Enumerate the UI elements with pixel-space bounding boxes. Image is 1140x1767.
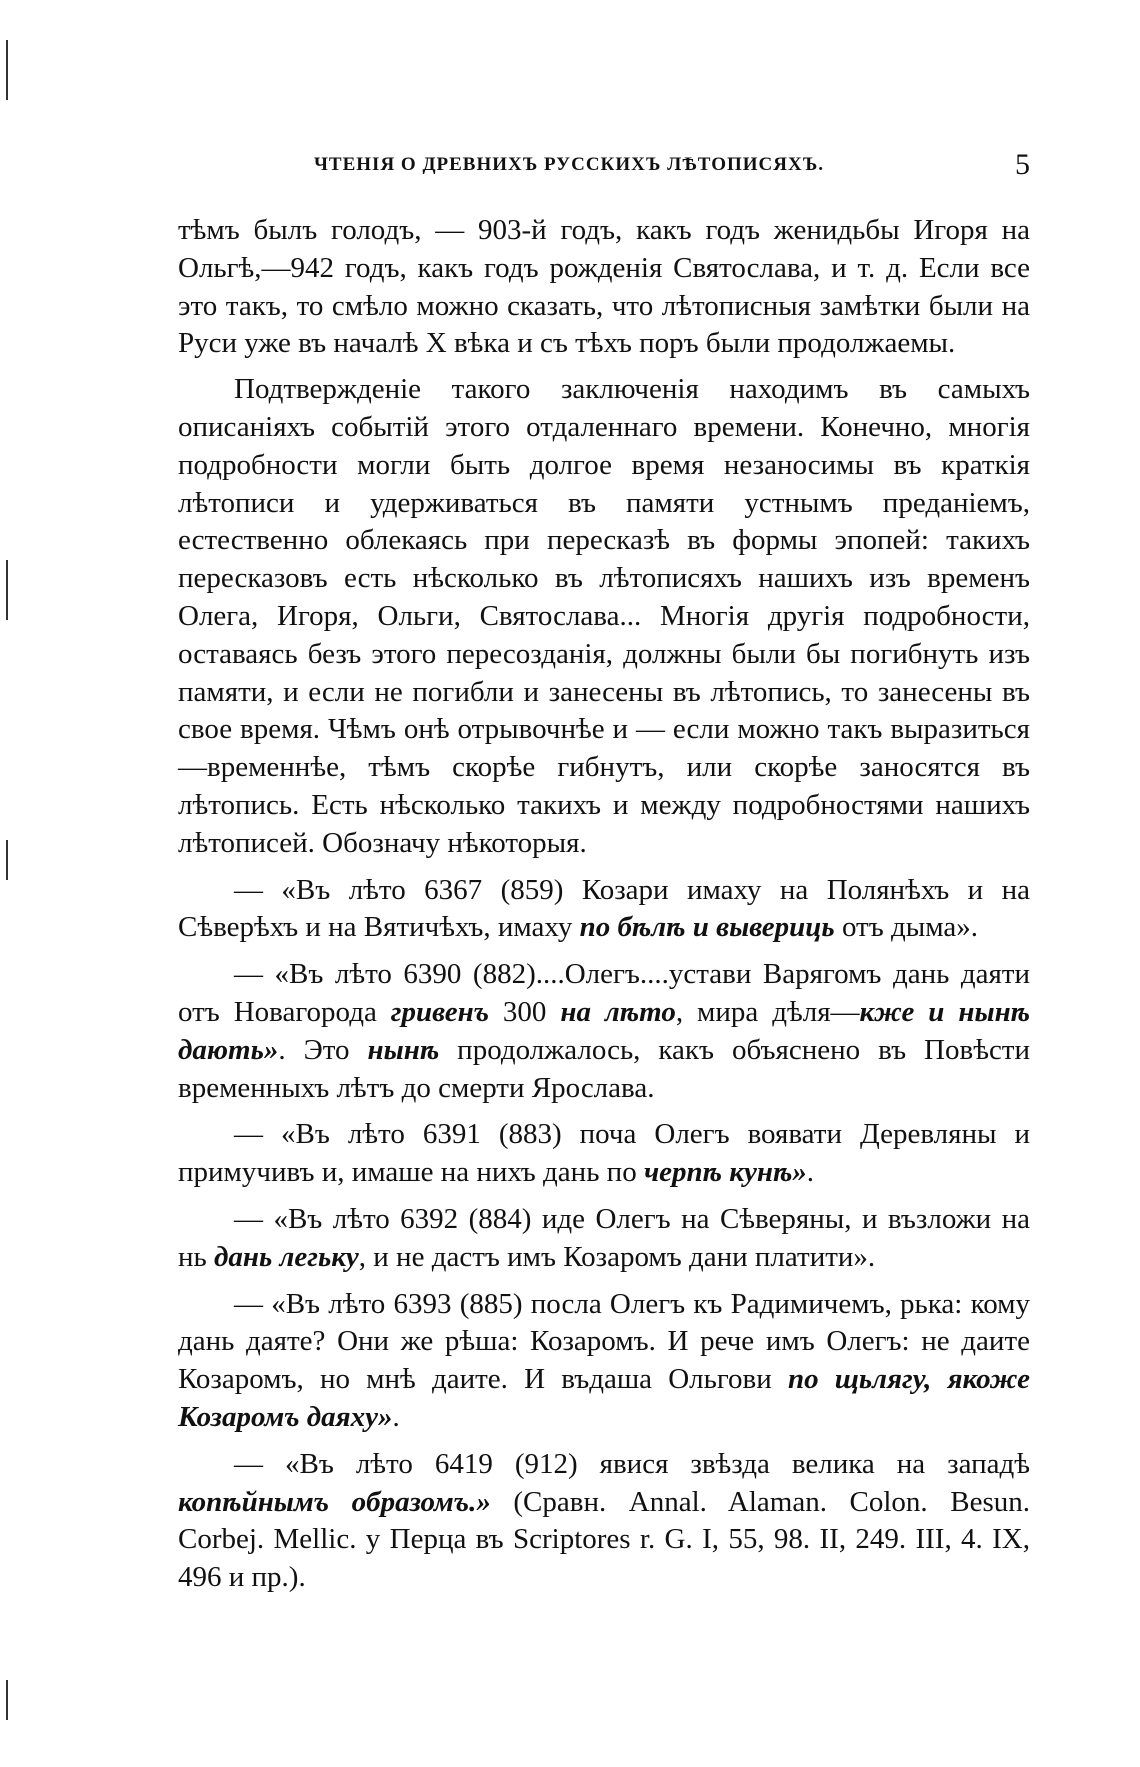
paragraph-main: Подтвержденіе такого заключенія находимъ въ самыхъ описаніяхъ событій этого отдаленнаго времени. Конечно, многія подробности могли быть долгое время незаносимы въ краткія лѣтописи и удерживаться въ памяти устнымъ преданіемъ, естественно облекаясь при пересказѣ въ формы эпопей: такихъ пересказовъ есть нѣсколько въ лѣтописяхъ нашихъ изъ временъ Олега, Игоря, Ольги, Святослава... Многія другія подробности, оставаясь безъ этого пересозданія, должны были бы погибнуть изъ памяти, и если не погибли и занесены въ лѣтопись, то занесены въ свое время. Чѣмъ онѣ отрывочнѣе и — если можно такъ выразиться—временнѣе, тѣмъ скорѣе гибнутъ, или скорѣе заносятся въ лѣтопись. Есть нѣсколько такихъ и между подробностями нашихъ лѣтописей. Обозначу нѣкоторыя.	[178, 373, 1030, 859]
chronicle-entry-859	[178, 872, 1030, 948]
paragraph-continuation: тѣмъ былъ голодъ, — 903-й годъ, какъ годъ женидьбы Игоря на Ольгѣ,—942 годъ, какъ годъ рожденія Святослава, и т. д. Если все это такъ, то смѣло можно сказать, что лѣтописныя замѣтки были на Руси уже въ началѣ X вѣка и съ тѣхъ поръ были продолжаемы.	[178, 214, 1030, 360]
chronicle-entry-882	[178, 956, 1030, 1107]
entry-text: — «Въ лѣто 6419 (912) явися звѣзда велика на западѣ	[234, 1447, 1030, 1480]
entry-text: — «Въ лѣто 6390 (882)....Олегъ....устави Варягомъ дань даяти отъ Новагорода	[178, 958, 1030, 1028]
chronicle-entry-884	[178, 1201, 1030, 1277]
entry-italic: копѣйнымъ образомъ.»	[178, 1485, 491, 1518]
entry-text: .	[392, 1400, 400, 1433]
entry-italic: дань легьку	[214, 1240, 359, 1273]
entry-italic: гривенъ	[390, 995, 489, 1028]
entry-italic: на лѣто	[560, 995, 676, 1028]
margin-rule-left	[6, 840, 8, 880]
page-header	[178, 148, 1030, 198]
entry-text: (Сравн. Annal. Alaman. Colon. Besun. Corbej. Mellic. у Перца въ Scriptores r. G. I, 55, 98. II, 249. III, 4. IX, 496 и пр.).	[178, 1485, 1030, 1594]
page-number: 5	[1015, 148, 1030, 181]
entry-text: отъ дыма».	[834, 911, 978, 944]
margin-rule-left	[6, 1680, 8, 1720]
entry-italic: по бѣлѣ и вывериць	[579, 911, 835, 944]
chronicle-entry-885	[178, 1286, 1030, 1437]
entry-text: .	[806, 1156, 815, 1189]
entry-italic: по щьлягу, якоже Козаромъ даяху»	[178, 1363, 1030, 1433]
entry-text: , и не дастъ имъ Козаромъ дани платити».	[358, 1240, 876, 1273]
entry-text: 300	[488, 995, 561, 1028]
entry-text: — «Въ лѣто 6367 (859) Козари имаху на Полянѣхъ и на Сѣверѣхъ и на Вятичѣхъ, имаху	[178, 873, 1030, 944]
margin-rule-left	[6, 40, 8, 100]
entry-text: , мира дѣля—	[675, 995, 860, 1028]
running-head: ЧТЕНІЯ О ДРЕВНИХЪ РУССКИХЪ ЛѢТОПИСЯХЪ.	[313, 154, 824, 175]
entry-text: — «Въ лѣто 6393 (885) посла Олегъ къ Радимичемъ, рька: кому дань даяте? Они же рѣша: Козаромъ. И рече имъ Олегъ: не даите Козаромъ, но мнѣ даите. И въдаша Ольгови	[178, 1287, 1030, 1396]
entry-text: — «Въ лѣто 6392 (884) иде Олегъ на Сѣверяны, и възложи на нь	[178, 1202, 1030, 1273]
chronicle-entry-912	[178, 1446, 1030, 1597]
entry-text: — «Въ лѣто 6391 (883) поча Олегъ воявати Деревляны и примучивъ и, имаше на нихъ дань по	[178, 1118, 1030, 1189]
entry-text: . Это	[278, 1033, 368, 1066]
chronicle-entry-883	[178, 1116, 1030, 1192]
entry-italic: кже и нынѣ дають»	[178, 995, 1031, 1066]
entry-italic: нынѣ	[367, 1033, 440, 1066]
entry-italic: черпѣ кунѣ»	[643, 1156, 807, 1189]
entry-text: продолжалось, какъ объяснено въ Повѣсти временныхъ лѣтъ до смерти Ярослава.	[178, 1033, 1031, 1104]
margin-rule-left	[6, 560, 8, 620]
document-page	[178, 148, 1030, 1738]
